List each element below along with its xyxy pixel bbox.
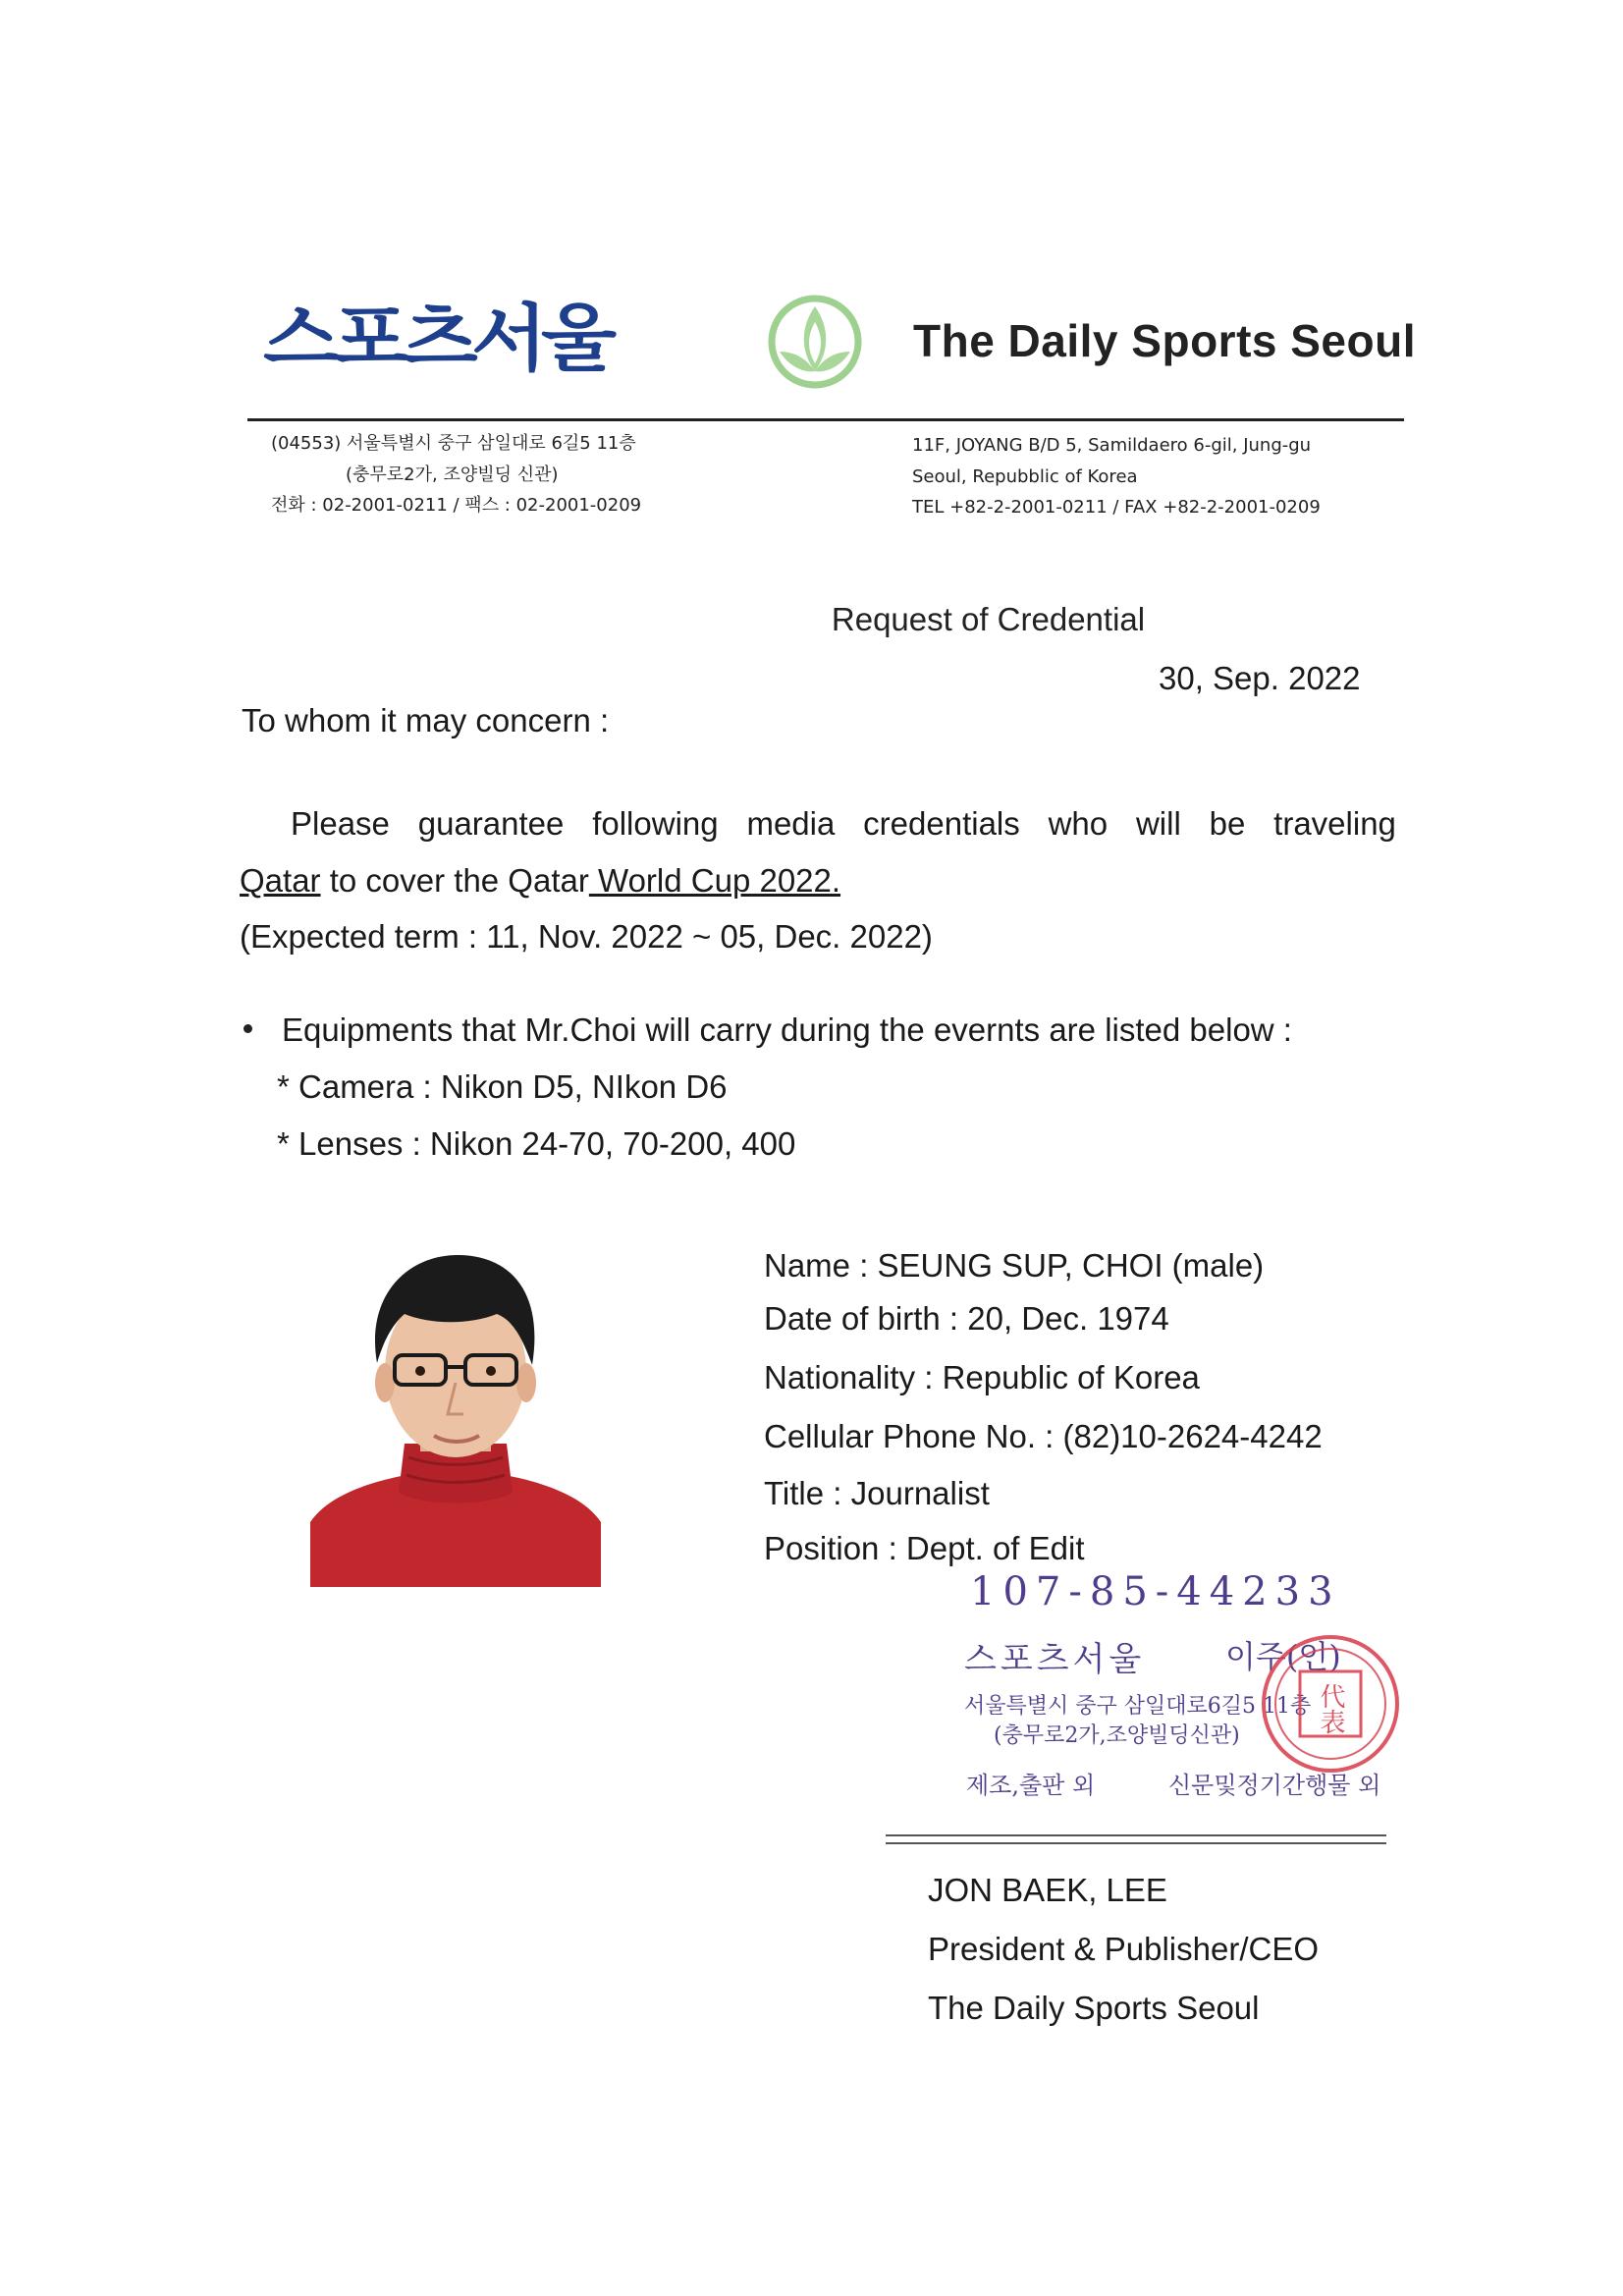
signer-name: JON BAEK, LEE (928, 1872, 1167, 1908)
equipment-item: * Lenses : Nikon 24-70, 70-200, 400 (277, 1125, 796, 1162)
paragraph-text: to cover the Qatar (320, 862, 589, 899)
equipment-item: * Camera : Nikon D5, NIkon D6 (277, 1068, 728, 1105)
person-nationality: Nationality : Republic of Korea (764, 1359, 1200, 1395)
paragraph-word: who (1048, 805, 1109, 842)
bullet-icon (243, 1024, 252, 1033)
portrait-photo (310, 1235, 601, 1587)
paragraph-word: credentials (863, 805, 1020, 842)
paragraph-word: be (1209, 805, 1246, 842)
paragraph-line (242, 805, 1396, 843)
signer-company: The Daily Sports Seoul (928, 1990, 1260, 2026)
stamp-business-type: 신문및정기간행물 외 (1168, 1772, 1381, 1799)
person-title: Title : Journalist (764, 1475, 990, 1511)
stamp-representative: 이주(인) (1225, 1638, 1341, 1675)
person-name: Name : SEUNG SUP, CHOI (male) (764, 1247, 1265, 1284)
salutation: To whom it may concern : (242, 702, 610, 738)
paragraph-line (240, 862, 840, 900)
address-en-line: 11F, JOYANG B/D 5, Samildaero 6-gil, Jung-gu (912, 435, 1312, 456)
address-ko-line: (충무로2가, 조양빌딩 신관) (346, 465, 559, 485)
paragraph-word: media (746, 805, 836, 842)
brand-title: The Daily Sports Seoul (913, 315, 1416, 366)
signature-divider (886, 1834, 1386, 1844)
person-position: Position : Dept. of Edit (764, 1530, 1085, 1566)
paragraph-word: Please (291, 805, 390, 842)
stamp-business: 제조,출판 외 (966, 1772, 1096, 1799)
paragraph-word: traveling (1273, 805, 1396, 842)
seal-text: 代表 (1316, 1683, 1345, 1734)
stamp-address: (충무로2가,조양빌딩신관) (994, 1723, 1240, 1748)
document-title: Request of Credential (831, 601, 1146, 637)
address-en-line: TEL +82-2-2001-0211 / FAX +82-2-2001-0209 (912, 497, 1321, 518)
address-ko-line: (04553) 서울특별시 중구 삼일대로 6길5 11층 (271, 433, 636, 454)
stamp-company: 스포츠서울 (964, 1640, 1146, 1679)
paragraph-word: following (592, 805, 719, 842)
equipment-intro: Equipments that Mr.Choi will carry during the evernts are listed below : (243, 1011, 1292, 1049)
underlined-text: World Cup 2022. (588, 862, 841, 899)
korean-logo: 스포츠서울 (263, 297, 611, 381)
underlined-text: Qatar (240, 862, 321, 899)
red-seal-icon (1257, 1630, 1404, 1777)
company-stamp (962, 1569, 1424, 1815)
header-divider (247, 418, 1404, 421)
letter-date: 30, Sep. 2022 (1159, 660, 1361, 696)
address-ko-line: 전화 : 02-2001-0211 / 팩스 : 02-2001-0209 (271, 495, 642, 516)
signer-role: President & Publisher/CEO (928, 1931, 1320, 1967)
paragraph-word: will (1135, 805, 1181, 842)
stamp-address: 서울특별시 중구 삼일대로6길5 11층 (964, 1694, 1312, 1719)
person-phone: Cellular Phone No. : (82)10-2624-4242 (764, 1418, 1323, 1454)
expected-term: (Expected term : 11, Nov. 2022 ~ 05, Dec. 2022) (240, 918, 933, 955)
stamp-reg-number: 107-85-44233 (970, 1569, 1341, 1614)
person-dob: Date of birth : 20, Dec. 1974 (764, 1300, 1169, 1337)
newspaper-emblem-icon (766, 293, 864, 391)
paragraph-word: guarantee (417, 805, 565, 842)
address-en-line: Seoul, Repubblic of Korea (912, 466, 1138, 487)
